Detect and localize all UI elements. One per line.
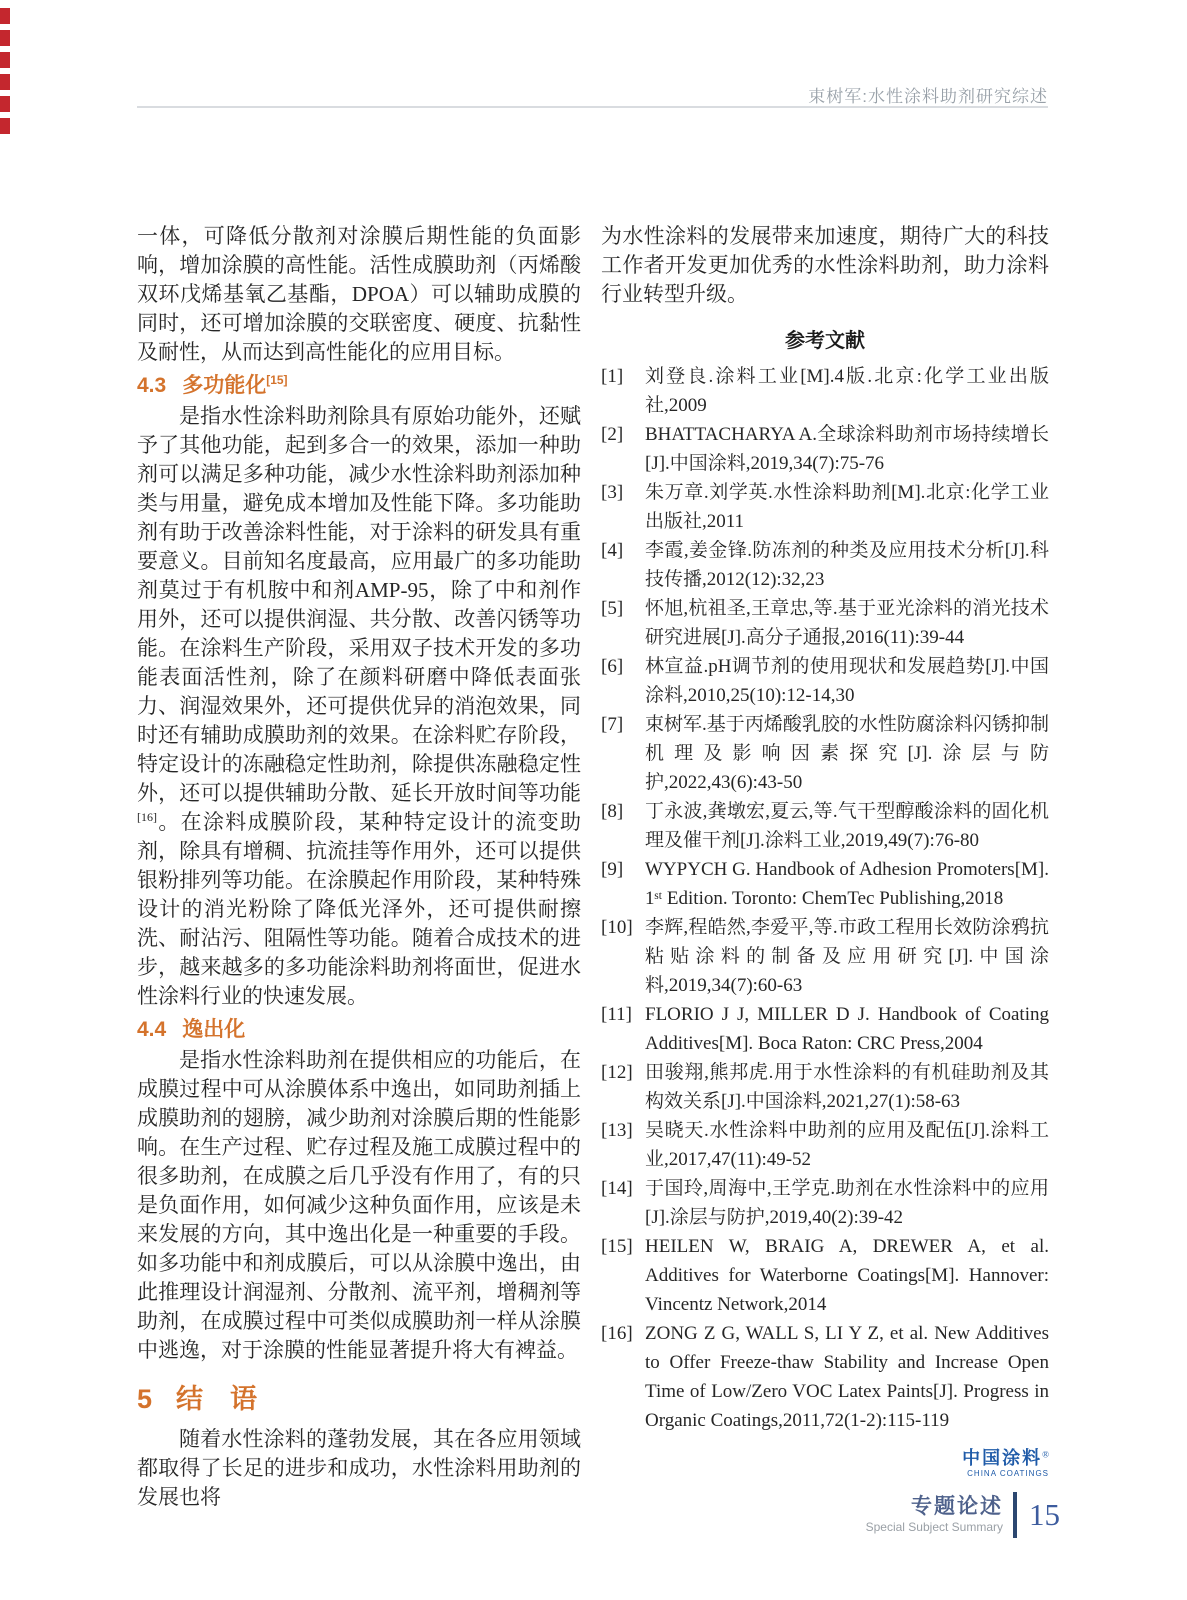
reference-number: [12] xyxy=(601,1062,633,1083)
body-paragraph: 是指水性涂料助剂在提供相应的功能后，在成膜过程中可从涂膜体系中逸出，如同助剂插上成膜助剂的翅膀，减少助剂对涂膜后期的性能影响。在生产过程、贮存过程及施工成膜过程中的很多助剂，在成膜之后几乎没有作用了，有的只是负面作用，如何减少这种负面作用，应该是未来发展的方向，其中逸出化是一种重要的手段。如多功能中和剂成膜后，可以从涂膜中逸出，由此推理设计润湿剂、分散剂、流平剂，增稠剂等助剂，在成膜过程中可类似成膜助剂一样从涂膜中逃逸，对于涂膜的性能显著提升将大有裨益。 xyxy=(137,1048,581,1362)
reference-item xyxy=(601,1116,1049,1174)
right-column xyxy=(601,222,1049,1478)
reference-item xyxy=(601,913,1049,1000)
print-edge-mark xyxy=(0,118,10,134)
print-edge-mark xyxy=(0,30,10,46)
reference-text: HEILEN W, BRAIG A, DREWER A, et al. Additives for Waterborne Coatings[M]. Hannover: Vincentz Network,2014 xyxy=(645,1236,1049,1315)
reference-number: [14] xyxy=(601,1178,633,1199)
citation-superscript: [15] xyxy=(266,373,288,387)
reference-text: 李霞,姜金锋.防冻剂的种类及应用技术分析[J].科技传播,2012(12):32,23 xyxy=(645,540,1049,590)
section-title: 结 语 xyxy=(176,1384,258,1414)
print-edge-mark xyxy=(0,74,10,90)
reference-number: [15] xyxy=(601,1236,633,1257)
logo-text-en: CHINA COATINGS xyxy=(967,1469,1049,1478)
page-footer xyxy=(866,1492,1060,1538)
citation-superscript: [16] xyxy=(137,810,157,824)
logo-text-cn: 中国涂料 xyxy=(962,1448,1043,1468)
references-list xyxy=(601,362,1049,1435)
body-paragraph xyxy=(137,402,581,1011)
reference-number: [1] xyxy=(601,366,624,387)
reference-number: [13] xyxy=(601,1120,633,1141)
reference-text: FLORIO J J, MILLER D J. Handbook of Coating Additives[M]. Boca Raton: CRC Press,2004 xyxy=(645,1004,1049,1054)
left-column xyxy=(137,222,581,1512)
reference-text: 田骏翔,熊邦虎.用于水性涂料的有机硅助剂及其构效关系[J].中国涂料,2021,27(1):58-63 xyxy=(645,1062,1049,1112)
reference-item xyxy=(601,855,1049,913)
reference-number: [2] xyxy=(601,424,624,445)
reference-text: 刘登良.涂料工业[M].4版.北京:化学工业出版社,2009 xyxy=(645,366,1049,416)
section-number: 4.3 xyxy=(137,374,167,397)
reference-text: 怀旭,杭祖圣,王章忠,等.基于亚光涂料的消光技术研究进展[J].高分子通报,2016(11):39-44 xyxy=(645,598,1049,648)
reference-text: 束树军.基于丙烯酸乳胶的水性防腐涂料闪锈抑制机理及影响因素探究[J].涂层与防护,2022,43(6):43-50 xyxy=(645,714,1049,793)
reference-item xyxy=(601,478,1049,536)
reference-item xyxy=(601,652,1049,710)
body-paragraph: 一体，可降低分散剂对涂膜后期性能的负面影响，增加涂膜的高性能。活性成膜助剂（丙烯酸双环戊烯基氧乙基酯，DPOA）可以辅助成膜的同时，还可增加涂膜的交联密度、硬度、抗黏性及耐性，从而达到高性能化的应用目标。 xyxy=(137,224,581,364)
column-title-cn: 专题论述 xyxy=(911,1495,1003,1518)
reference-number: [10] xyxy=(601,917,633,938)
section-heading-4-3 xyxy=(137,371,581,400)
reference-number: [9] xyxy=(601,859,624,880)
reference-number: [3] xyxy=(601,482,624,503)
reference-number: [11] xyxy=(601,1004,632,1025)
running-title: 束树军:水性涂料助剂研究综述 xyxy=(808,87,1048,106)
reference-text: 李辉,程皓然,李爱平,等.市政工程用长效防涂鸦抗粘贴涂料的制备及应用研究[J].中国涂料,2019,34(7):60-63 xyxy=(645,917,1049,996)
reference-number: [7] xyxy=(601,714,624,735)
reference-item xyxy=(601,594,1049,652)
footer-column-titles xyxy=(866,1495,1003,1535)
reference-item xyxy=(601,1319,1049,1435)
page-number: 15 xyxy=(1029,1497,1060,1532)
reference-text: 丁永波,龚墩宏,夏云,等.气干型醇酸涂料的固化机理及催干剂[J].涂料工业,2019,49(7):76-80 xyxy=(645,801,1049,851)
print-edge-mark xyxy=(0,96,10,112)
reference-number: [5] xyxy=(601,598,624,619)
reference-item xyxy=(601,1000,1049,1058)
reference-item xyxy=(601,1058,1049,1116)
reference-number: [8] xyxy=(601,801,624,822)
reference-item xyxy=(601,797,1049,855)
reference-item xyxy=(601,362,1049,420)
reference-text: 于国玲,周海中,王学克.助剂在水性涂料中的应用[J].涂层与防护,2019,40(2):39-42 xyxy=(645,1178,1049,1228)
reference-text: WYPYCH G. Handbook of Adhesion Promoters[M]. 1ˢᵗ Edition. Toronto: ChemTec Publishing,2018 xyxy=(645,859,1049,909)
section-number: 5 xyxy=(137,1384,153,1414)
body-paragraph: 随着水性涂料的蓬勃发展，其在各应用领域都取得了长足的进步和成功，水性涂料用助剂的发展也将 xyxy=(137,1427,581,1509)
reference-number: [16] xyxy=(601,1323,633,1344)
column-title-en: Special Subject Summary xyxy=(865,1520,1003,1534)
section-title: 逸出化 xyxy=(182,1018,246,1041)
section-title: 多功能化 xyxy=(182,374,267,397)
section-heading-4-4 xyxy=(137,1015,581,1044)
reference-item xyxy=(601,710,1049,797)
footer-divider xyxy=(1013,1492,1017,1538)
paragraph-text: 。在涂料成膜阶段，某种特定设计的流变助剂，除具有增稠、抗流挂等作用外，还可以提供银粉排列等功能。在涂膜起作用阶段，某种特殊设计的消光粉除了降低光泽外，还可提供耐擦洗、耐沾污、阻隔性等功能。随着合成技术的进步，越来越多的多功能涂料助剂将面世，促进水性涂料行业的快速发展。 xyxy=(137,810,581,1008)
reference-text: BHATTACHARYA A.全球涂料助剂市场持续增长[J].中国涂料,2019,34(7):75-76 xyxy=(645,424,1049,474)
reference-number: [6] xyxy=(601,656,624,677)
trademark-icon: ® xyxy=(1042,1449,1049,1460)
reference-text: 林宣益.pH调节剂的使用现状和发展趋势[J].中国涂料,2010,25(10):12-14,30 xyxy=(645,656,1049,706)
section-heading-5 xyxy=(137,1383,581,1415)
reference-number: [4] xyxy=(601,540,624,561)
reference-item xyxy=(601,420,1049,478)
reference-text: 吴晓天.水性涂料中助剂的应用及配伍[J].涂料工业,2017,47(11):49-52 xyxy=(645,1120,1049,1170)
body-paragraph: 为水性涂料的发展带来加速度，期待广大的科技工作者开发更加优秀的水性涂料助剂，助力涂料行业转型升级。 xyxy=(601,224,1049,306)
reference-text: 朱万章.刘学英.水性涂料助剂[M].北京:化学工业出版社,2011 xyxy=(645,482,1049,532)
print-edge-mark xyxy=(0,8,10,24)
paragraph-text: 是指水性涂料助剂除具有原始功能外，还赋予了其他功能，起到多合一的效果，添加一种助剂可以满足多种功能，减少水性涂料助剂添加种类与用量，避免成本增加及性能下降。多功能助剂有助于改善涂料性能，对于涂料的研发具有重要意义。目前知名度最高，应用最广的多功能助剂莫过于有机胺中和剂AMP-95，除了中和剂作用外，还可以提供润湿、共分散、改善闪锈等功能。在涂料生产阶段，采用双子技术开发的多功能表面活性剂，除了在颜料研磨中降低表面张力、润湿效果外，还可提供优异的消泡效果，同时还有辅助成膜助剂的效果。在涂料贮存阶段，特定设计的冻融稳定性助剂，除提供冻融稳定性外，还可以提供辅助分散、延长开放时间等功能 xyxy=(137,404,581,805)
reference-item xyxy=(601,1174,1049,1232)
reference-text: ZONG Z G, WALL S, LI Y Z, et al. New Additives to Offer Freeze-thaw Stability and Increase Open Time of Low/Zero VOC Latex Paints[J]. Progress in Organic Coatings,2011,72(1-2):115-119 xyxy=(645,1323,1049,1431)
journal-logo xyxy=(601,1449,1049,1478)
reference-item xyxy=(601,1232,1049,1319)
section-number: 4.4 xyxy=(137,1018,167,1041)
references-heading: 参考文献 xyxy=(785,330,865,352)
header-rule xyxy=(137,106,1048,108)
print-edge-marks xyxy=(0,8,10,140)
print-edge-mark xyxy=(0,52,10,68)
reference-item xyxy=(601,536,1049,594)
